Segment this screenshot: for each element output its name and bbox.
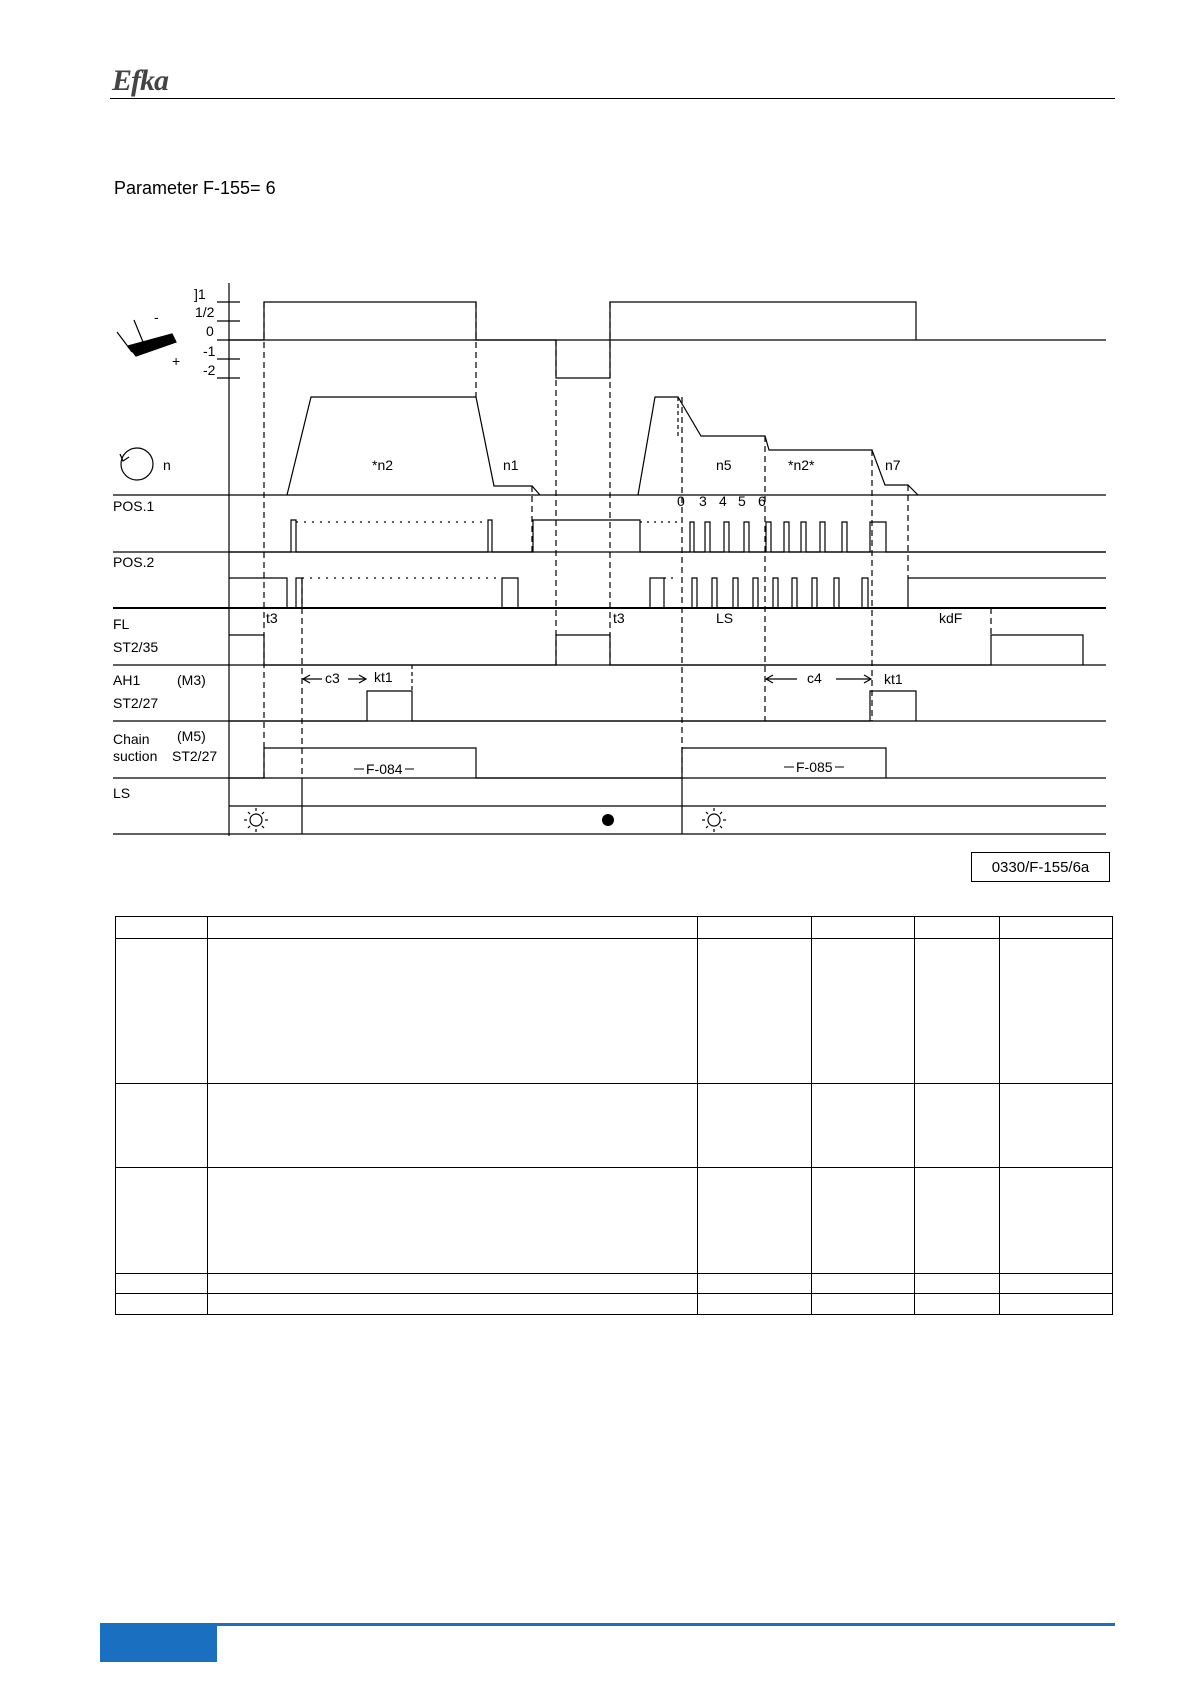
pedal-level-label: -2 <box>203 362 216 378</box>
speed-phase-label: n1 <box>503 457 519 473</box>
speed-curve-2 <box>638 397 918 495</box>
row-label-pos1: POS.1 <box>113 498 155 514</box>
pedal-level-label: ]1 <box>194 286 206 302</box>
fl-signal <box>229 635 1083 665</box>
dark-dot-icon <box>602 814 614 826</box>
function-label: F-084 <box>366 761 403 777</box>
pos2-signal <box>229 578 1106 608</box>
row-label-fl-pin: ST2/35 <box>113 639 159 655</box>
row-label-suction: suction <box>113 748 158 764</box>
table-row <box>116 1168 1113 1274</box>
table-header-row <box>116 917 1113 939</box>
rotation-icon <box>121 448 153 480</box>
row-label-pos2: POS.2 <box>113 554 155 570</box>
row-label-ah1-mode: (M3) <box>177 672 206 688</box>
pedal-level-label: 0 <box>206 323 214 339</box>
timing-label: c3 <box>325 670 340 686</box>
timing-label: c4 <box>807 670 822 686</box>
pedal-level-label: 1/2 <box>195 304 215 320</box>
pedal-plus-sign: + <box>172 353 181 369</box>
timing-label: kt1 <box>884 671 903 687</box>
speed-phase-label: n5 <box>716 457 732 473</box>
speed-label: n <box>163 457 171 473</box>
pos1-signal <box>229 520 1106 552</box>
row-label-ah1: AH1 <box>113 672 141 688</box>
row-label-fl: FL <box>113 616 130 632</box>
footer-accent-block <box>100 1626 217 1662</box>
stitch-number: 0 <box>677 493 685 509</box>
sun-icon <box>244 808 268 832</box>
drawing-reference: 0330/F-155/6a <box>971 852 1110 882</box>
pedal-icon <box>117 320 176 356</box>
pedal-level-label: -1 <box>203 343 216 359</box>
speed-phase-label: n7 <box>885 457 901 473</box>
row-label-chain-pin: ST2/27 <box>172 748 218 764</box>
pedal-minus-sign: - <box>154 309 159 325</box>
speed-phase-label: *n2* <box>788 457 815 473</box>
row-label-chain-mode: (M5) <box>177 728 206 744</box>
timing-label: t3 <box>266 610 278 626</box>
speed-phase-label: *n2 <box>372 457 394 473</box>
timing-label: kt1 <box>374 669 393 685</box>
table-row <box>116 1294 1113 1315</box>
efka-logo: Efka <box>112 64 168 97</box>
timing-label: LS <box>716 610 734 626</box>
function-label: F-085 <box>796 759 833 775</box>
table-row <box>116 1274 1113 1294</box>
chain-signal <box>229 748 886 778</box>
stitch-number: 5 <box>738 493 746 509</box>
footer-divider <box>100 1623 1115 1626</box>
timing-label: kdF <box>939 610 963 626</box>
stitch-number: 6 <box>758 493 766 509</box>
table-row <box>116 1084 1113 1168</box>
timing-label: t3 <box>613 610 625 626</box>
stitch-number: 3 <box>699 493 707 509</box>
ah1-signal <box>229 691 916 721</box>
sun-icon <box>702 808 726 832</box>
table-row <box>116 939 1113 1084</box>
row-label-ls: LS <box>113 785 131 801</box>
parameter-table <box>115 916 1113 1315</box>
stitch-number: 4 <box>719 493 727 509</box>
page-title: Parameter F-155= 6 <box>114 178 276 198</box>
speed-curve <box>287 397 540 495</box>
row-label-ah1-pin: ST2/27 <box>113 695 159 711</box>
row-label-chain: Chain <box>113 731 150 747</box>
